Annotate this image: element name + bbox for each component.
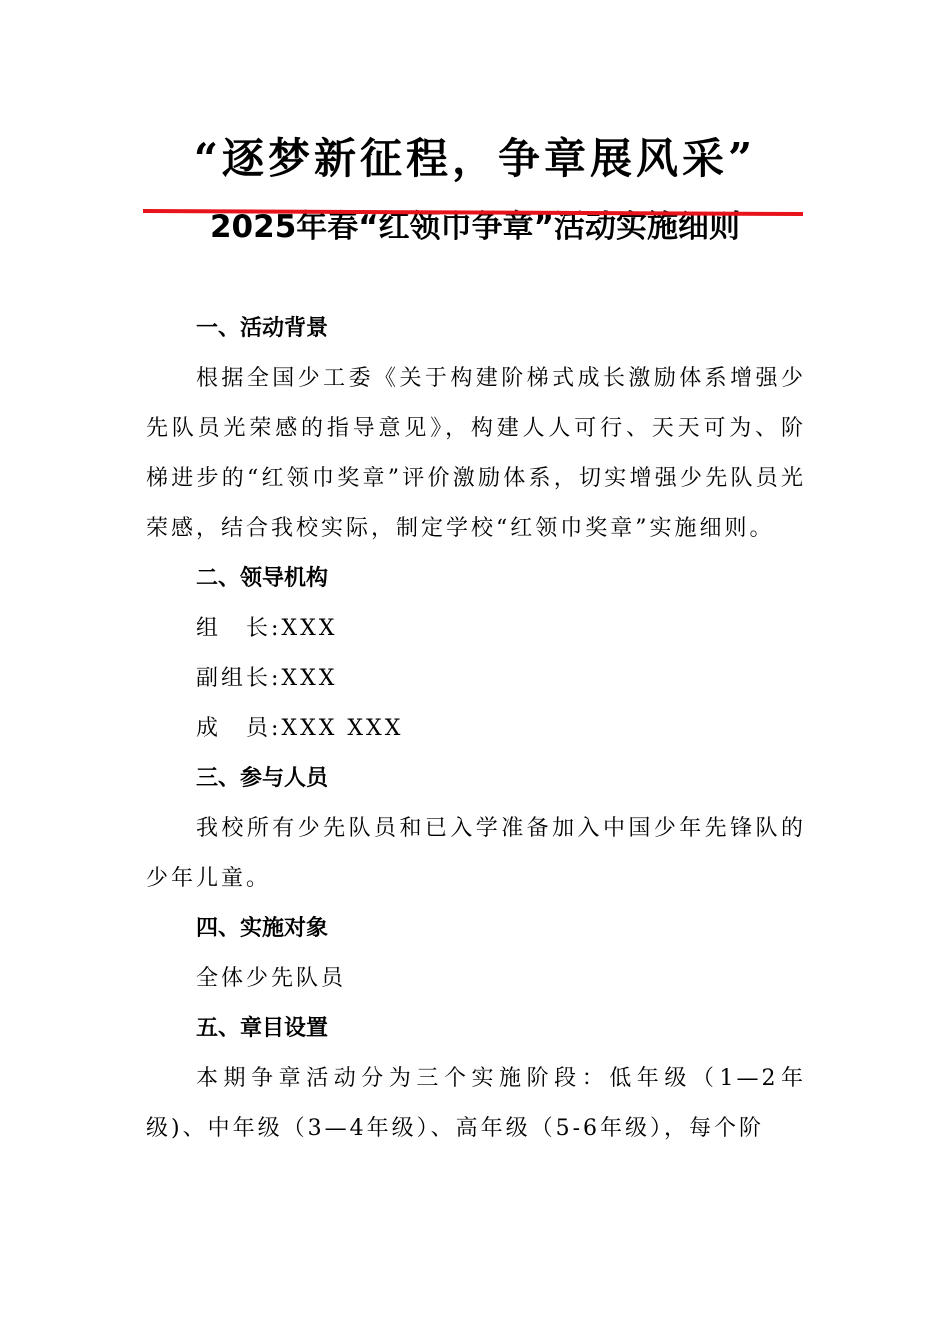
background-paragraph: 根据全国少工委《关于构建阶梯式成长激励体系增强少先队员光荣感的指导意见》，构建人人可行、天天可为、阶梯进步的“红领巾奖章”评价激励体系，切实增强少先队员光荣感，结合我校实际，制定学校“红领巾奖章”实施细则。 (146, 366, 806, 541)
section-heading-leadership: 二、领导机构 (196, 566, 329, 591)
targets-paragraph: 全体少先队员 (196, 966, 347, 991)
section-heading-participants: 三、参与人员 (196, 766, 329, 791)
leader-line: 组 长:XXX (196, 616, 338, 641)
document-body (146, 304, 806, 1154)
participants-paragraph: 我校所有少先队员和已入学准备加入中国少年先锋队的少年儿童。 (146, 816, 806, 891)
section-heading-background: 一、活动背景 (196, 316, 329, 341)
members-line: 成 员:XXX XXX (196, 716, 404, 741)
document-subtitle: 2025年春“红领巾争章”活动实施细则 (209, 209, 741, 245)
badge-setup-paragraph: 本期争章活动分为三个实施阶段：低年级（1—2年级)、中年级（3—4年级）、高年级（5-6年级），每个阶 (146, 1066, 806, 1141)
document-title: “逐梦新征程，争章展风采” (193, 134, 757, 183)
red-rule (143, 203, 803, 219)
section-heading-targets: 四、实施对象 (196, 916, 329, 941)
section-heading-badge-setup: 五、章目设置 (196, 1016, 329, 1041)
deputy-leader-line: 副组长:XXX (196, 666, 338, 691)
